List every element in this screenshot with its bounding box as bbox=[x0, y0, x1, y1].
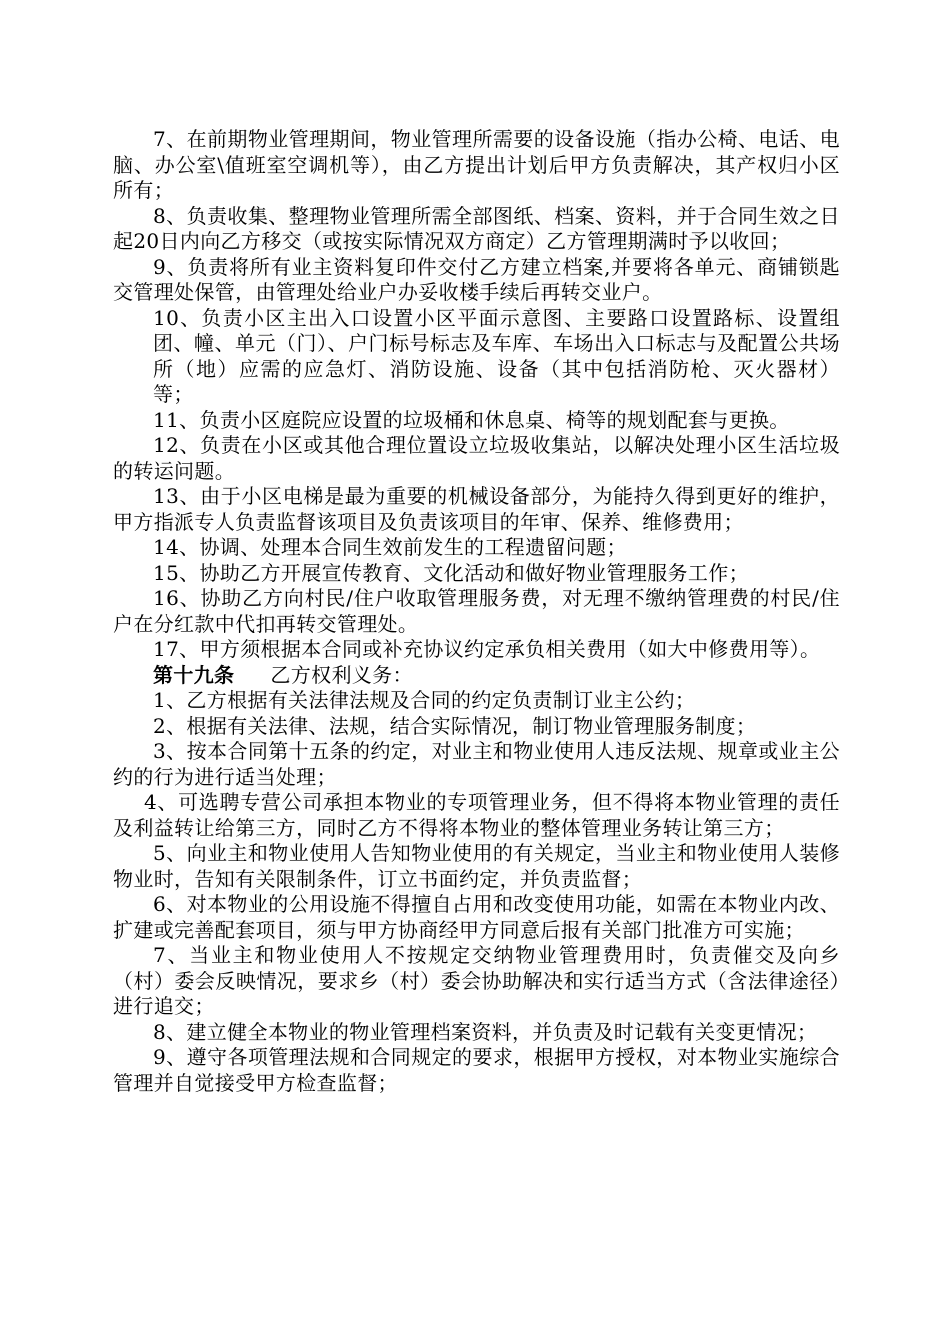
party-a-item-11: 11、负责小区庭院应设置的垃圾桶和休息桌、椅等的规划配套与更换。 bbox=[153, 407, 790, 432]
article-title: 乙方权利义务： bbox=[270, 662, 413, 687]
article-19-heading bbox=[113, 663, 840, 689]
party-a-item-15: 15、协助乙方开展宣传教育、文化活动和做好物业管理服务工作； bbox=[153, 560, 749, 585]
party-a-item-14: 14、协调、处理本合同生效前发生的工程遗留问题； bbox=[153, 535, 627, 559]
party-b-item-3: 3、按本合同第十五条的约定，对业主和物业使用人违反法规、规章或业主公约的行为进行适当处理； bbox=[113, 739, 840, 789]
article-number: 第十九条 bbox=[153, 662, 235, 687]
party-b-item-7: 7、当业主和物业使用人不按规定交纳物业管理费用时，负责催交及向乡（村）委会反映情况，要求乡（村）委会协助解决和实行适当方式（含法律途径）进行追交； bbox=[113, 943, 840, 1018]
party-b-item-2: 2、根据有关法律、法规，结合实际情况，制订物业管理服务制度； bbox=[153, 713, 757, 738]
party-a-item-7: 7、在前期物业管理期间，物业管理所需要的设备设施（指办公椅、电话、电脑、办公室\值班室空调机等），由乙方提出计划后甲方负责解决，其产权归小区所有； bbox=[113, 127, 840, 202]
party-b-item-9: 9、遵守各项管理法规和合同规定的要求，根据甲方授权，对本物业实施综合管理并自觉接受甲方检查监督； bbox=[113, 1045, 840, 1095]
party-b-item-8: 8、建立健全本物业的物业管理档案资料，并负责及时记载有关变更情况； bbox=[153, 1019, 818, 1044]
contract-body bbox=[113, 127, 840, 1096]
party-a-item-12: 12、负责在小区或其他合理位置设立垃圾收集站，以解决处理小区生活垃圾的转运问题。 bbox=[113, 433, 840, 483]
party-b-item-6: 6、对本物业的公用设施不得擅自占用和改变使用功能，如需在本物业内改、扩建或完善配套项目，须与甲方协商经甲方同意后报有关部门批准方可实施； bbox=[113, 892, 840, 942]
party-a-item-17: 17、甲方须根据本合同或补充协议约定承负相关费用（如大中修费用等）。 bbox=[153, 637, 821, 661]
party-b-item-4: 4、可选聘专营公司承担本物业的专项管理业务，但不得将本物业管理的责任及利益转让给第三方，同时乙方不得将本物业的整体管理业务转让第三方； bbox=[113, 790, 840, 840]
party-a-item-16: 16、协助乙方向村民/住户收取管理服务费，对无理不缴纳管理费的村民/住户在分红款中代扣再转交管理处。 bbox=[113, 586, 840, 636]
party-a-item-8: 8、负责收集、整理物业管理所需全部图纸、档案、资料，并于合同生效之日起20日内向乙方移交（或按实际情况双方商定）乙方管理期满时予以收回； bbox=[113, 203, 840, 253]
party-b-item-5: 5、向业主和物业使用人告知物业使用的有关规定，当业主和物业使用人装修物业时，告知有关限制条件，订立书面约定，并负责监督； bbox=[113, 841, 840, 891]
party-b-item-1: 1、乙方根据有关法律法规及合同的约定负责制订业主公约； bbox=[153, 688, 696, 712]
party-a-item-13: 13、由于小区电梯是最为重要的机械设备部分，为能持久得到更好的维护，甲方指派专人负责监督该项目及负责该项目的年审、保养、维修费用； bbox=[113, 484, 840, 534]
party-a-item-9: 9、负责将所有业主资料复印件交付乙方建立档案,并要将各单元、商铺锁匙交管理处保管，由管理处给业户办妥收楼手续后再转交业户。 bbox=[113, 254, 840, 304]
party-a-item-10: 10、负责小区主出入口设置小区平面示意图、主要路口设置路标、设置组团、幢、单元（门）、户门标号标志及车库、车场出入口标志与及配置公共场所（地）应需的应急灯、消防设施、设备（其中包括消防枪、灭火器材）等； bbox=[153, 305, 840, 406]
